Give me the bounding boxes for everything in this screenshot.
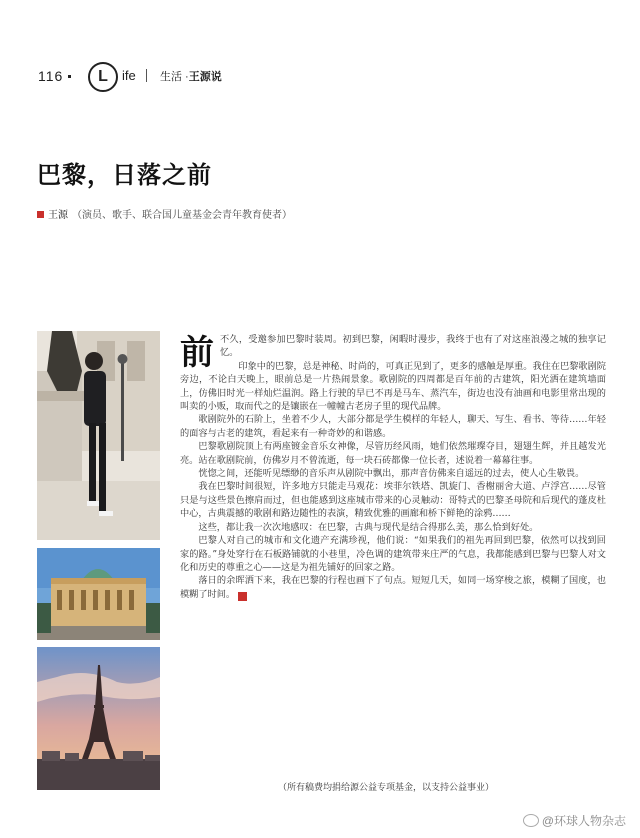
photo-author-street — [37, 331, 160, 540]
paragraph-5: 恍惚之间，还能听见缥缈的音乐声从剧院中飘出，那声音仿佛来自遥远的过去，使人心生敬畏。 — [198, 468, 585, 480]
author-name: 王源 — [48, 210, 68, 221]
life-logo-letter: L — [88, 62, 118, 92]
drop-cap: 前 — [180, 333, 214, 373]
header-separator — [146, 69, 147, 82]
paragraph-text: 不久，受邀参加巴黎时装周。初到巴黎，闲暇时漫步，我终于也有了对这座浪漫之城的独享记忆。 — [220, 334, 606, 359]
watermark-text: @环球人物杂志 — [541, 814, 626, 828]
photo-eiffel-tower-sunset — [37, 647, 160, 790]
end-mark-icon: G — [238, 592, 247, 601]
weibo-icon — [523, 814, 539, 827]
byline-square-icon — [37, 211, 44, 218]
paragraph-text: 落日的余晖洒下来，我在巴黎的行程也画下了句点。短短几天，如同一场穿梭之旅，模糊了国度，也模糊了时间。 — [180, 575, 606, 600]
byline — [37, 206, 292, 221]
page-number: 116 — [38, 68, 64, 84]
section-label — [160, 68, 222, 84]
paragraph-9 — [180, 574, 606, 601]
author-description: （演员、歌手、联合国儿童基金会青年教育使者） — [72, 210, 292, 221]
section-name: 王源说 — [188, 71, 222, 83]
paragraph-6: 我在巴黎时间很短，许多地方只能走马观花：埃菲尔铁塔、凯旋门、香榭丽舍大道、卢浮宫……尽管只是与这些景色擦肩而过，但也能感到这座城市带来的心灵触动：哥特式的巴黎圣母院和后现代的蓬皮杜中心，古典震撼的歌剧和路边随性的表演，精致优雅的画廊和桥下鲜艳的涂鸦…… — [180, 481, 606, 520]
paragraph-1 — [180, 333, 606, 373]
section-prefix: 生活 · — [160, 71, 189, 83]
paragraph-2: 印象中的巴黎，总是神秘、时尚的，可真正见到了，更多的感触是厚重。我住在巴黎歌剧院旁边，不论白天晚上，眼前总是一片热闹景象。歌剧院的四周都是百年前的古建筑，阳光洒在建筑墙面上，仿佛旧时光一样灿烂温润。路上行驶的早已不再是马车、蒸汽车，街边也没有油画和电影里常出现的叫卖的小贩，取而代之的是镶嵌在一幢幢古老房子里的现代品牌。 — [180, 360, 606, 413]
page-header — [38, 62, 598, 92]
photo-opera-house — [37, 548, 160, 640]
donation-note: （所有稿费均捐给源公益专项基金，以支持公益事业） — [278, 783, 495, 793]
life-logo-text: ife — [122, 68, 136, 83]
header-dot — [68, 75, 71, 78]
paragraph-3: 歌剧院外的石阶上，坐着不少人，大部分都是学生模样的年轻人，聊天、写生、看书、等待……年轻的面容与古老的建筑，看起来有一种奇妙的和谐感。 — [180, 414, 606, 439]
watermark — [523, 812, 626, 829]
article-body — [180, 333, 606, 601]
paragraph-7: 这些，都让我一次次地感叹：在巴黎，古典与现代是结合得那么美，那么恰到好处。 — [198, 521, 539, 533]
paragraph-8: 巴黎人对自己的城市和文化遗产充满珍视，他们说：“如果我们的祖先再回到巴黎，依然可以找到回家的路。”身处穿行在石板路铺就的小巷里，冷色调的建筑带来庄严的气息，我都能感到巴黎与巴黎人对文化和历史的尊重之心——这是为祖先铺好的回家之路。 — [180, 535, 606, 573]
article-title: 巴黎，日落之前 — [37, 160, 212, 189]
paragraph-4: 巴黎歌剧院顶上有两座镀金音乐女神像，尽管历经风雨，她们依然璀璨夺目，翅翅生辉，并且越发光亮。站在歌剧院前，仿佛岁月不曾流逝，每一块石砖都像一位长者，述说着一幕幕往事。 — [180, 441, 606, 466]
